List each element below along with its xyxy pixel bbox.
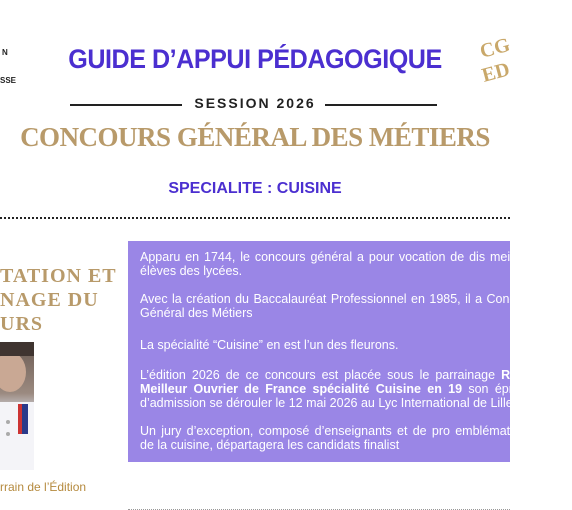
concours-heading: CONCOURS GÉNÉRAL DES MÉTIERS (20, 122, 490, 152)
intro-paragraph-4 (140, 368, 540, 410)
presentation-line-3: URS (0, 313, 44, 335)
chef-photo (0, 342, 34, 470)
logo-text-fragment-2: SSE (0, 76, 17, 85)
intro-paragraph-4-start: L’édition 2026 de ce concours est placée sous le parrainage (140, 368, 502, 382)
intro-paragraph-5: Un jury d’exception, composé d’enseignants et de pro emblématiques de la cuisine, départagera les candidats finalist (140, 424, 540, 452)
intro-paragraph-4-end: son épreuve d’admission se dérouler le 12 mai 2026 au Lyc International de Lille. U (140, 382, 540, 410)
presentation-line-1: TATION ET (0, 265, 117, 287)
presentation-line-2: NAGE DU (0, 289, 99, 311)
session-label: SESSION 2026 (194, 95, 316, 111)
intro-paragraph-1: Apparu en 1744, le concours général a pour vocation de dis meilleurs élèves des lycées. (140, 250, 540, 278)
intro-text-box (128, 241, 540, 462)
intro-paragraph-2: Avec la création du Baccalauréat Professionnel en 1985, il a Concours Général des Métiers (140, 292, 540, 320)
presentation-heading (0, 264, 125, 336)
section-divider (0, 217, 510, 219)
seal-text-2: ED (479, 58, 513, 87)
seal-text-1: CG (477, 33, 513, 63)
intro-paragraph-3: La spécialité “Cuisine” en est l’un des fleurons. (140, 338, 399, 352)
speciality-label: SPECIALITE : CUISINE (168, 180, 342, 197)
logo-text-fragment-1: N (2, 48, 8, 57)
intro-paragraph-4-bold: ROTH, Meilleur Ouvrier de France spécialité Cuisine en 19 (140, 368, 540, 396)
photo-caption: rrain de l’Édition (0, 480, 87, 494)
guide-title: GUIDE D’APPUI PÉDAGOGIQUE (68, 44, 442, 74)
